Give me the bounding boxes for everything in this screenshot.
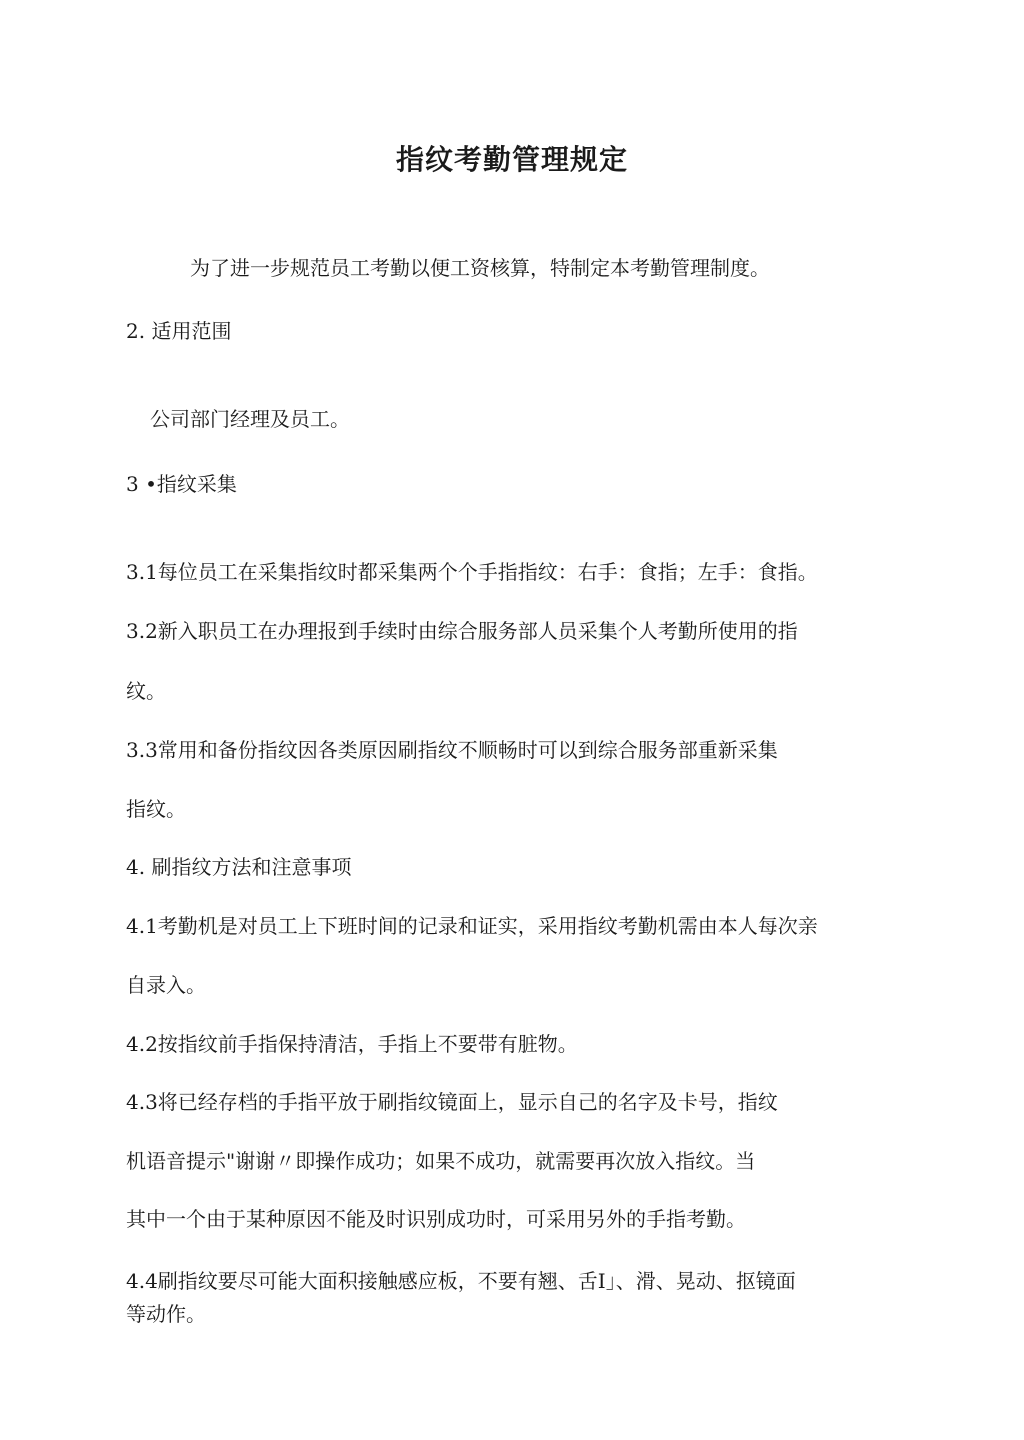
clause-3-1: 3.1每位员工在采集指纹时都采集两个个手指指纹：右手：食指；左手：食指。 [126, 560, 818, 584]
clause-3-2-continued: 纹。 [126, 679, 166, 703]
clause-4-1: 4.1考勤机是对员工上下班时间的记录和证实，采用指纹考勤机需由本人每次亲 [126, 914, 818, 938]
document-title: 指纹考勤管理规定 [395, 143, 628, 176]
clause-4-3-continued-2: 其中一个由于某种原因不能及时识别成功时，可采用另外的手指考勤。 [126, 1207, 746, 1231]
clause-3-3: 3.3常用和备份指纹因各类原因刷指纹不顺畅时可以到综合服务部重新采集 [126, 738, 778, 762]
scope-text: 公司部门经理及员工。 [150, 407, 350, 431]
section-heading-fingerprint-collection: 3 •指纹采集 [126, 472, 237, 496]
clause-4-4-continued: 等动作。 [126, 1302, 206, 1326]
intro-paragraph: 为了进一步规范员工考勤以便工资核算，特制定本考勤管理制度。 [190, 256, 770, 280]
clause-4-1-continued: 自录入。 [126, 973, 206, 997]
clause-4-4: 4.4刷指纹要尽可能大面积接触感应板，不要有翘、舌I」、滑、晃动、抠镜面 [126, 1269, 796, 1293]
clause-4-2: 4.2按指纹前手指保持清洁，手指上不要带有脏物。 [126, 1032, 578, 1056]
clause-3-3-continued: 指纹。 [126, 797, 186, 821]
clause-3-2: 3.2新入职员工在办理报到手续时由综合服务部人员采集个人考勤所使用的指 [126, 619, 798, 643]
section-heading-method: 4. 刷指纹方法和注意事项 [126, 855, 352, 879]
clause-4-3: 4.3将已经存档的手指平放于刷指纹镜面上，显示自己的名字及卡号，指纹 [126, 1090, 778, 1114]
section-heading-scope: 2. 适用范围 [126, 319, 232, 343]
clause-4-3-continued-1: 机语音提示"谢谢〃即操作成功；如果不成功，就需要再次放入指纹。当 [126, 1149, 756, 1173]
